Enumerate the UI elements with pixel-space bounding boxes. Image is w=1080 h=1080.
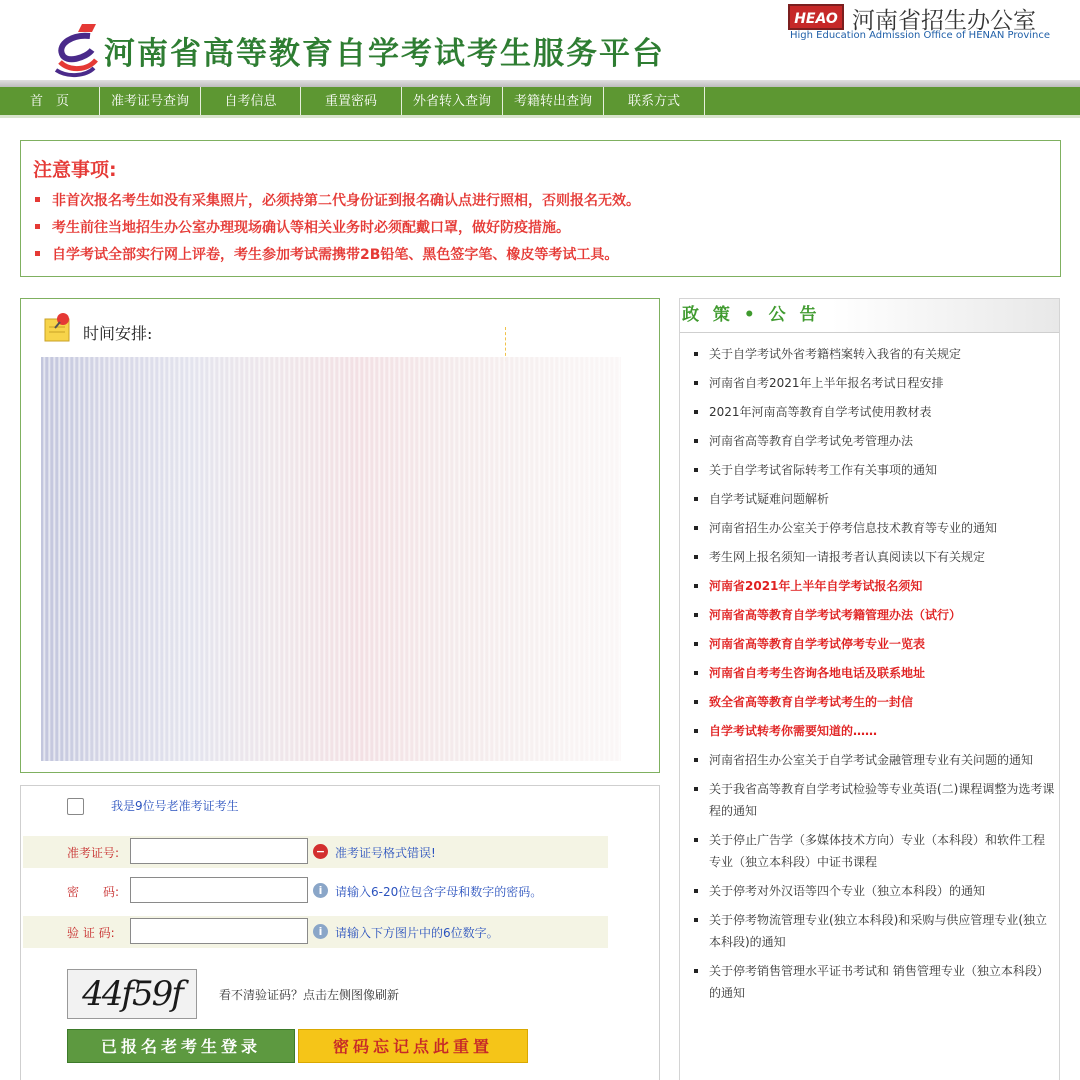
policy-list — [680, 343, 1061, 1011]
captcha-hint: 请输入下方图片中的6位数字。 — [335, 926, 499, 940]
policy-link[interactable]: 河南省2021年上半年自学考试报名须知 — [680, 575, 1061, 597]
old-card-checkbox[interactable] — [67, 798, 84, 815]
notice-text: 非首次报名考生如没有采集照片，必须持第二代身份证到报名确认点进行照相，否则报名无效。 — [52, 193, 640, 209]
policy-link[interactable]: 关于我省高等教育自学考试检验等专业英语(二)课程调整为选考课程的通知 — [680, 778, 1061, 822]
policy-link[interactable]: 河南省高等教育自学考试停考专业一览表 — [680, 633, 1061, 655]
header-divider — [0, 80, 1080, 87]
policy-link[interactable]: 关于停考物流管理专业(独立本科段)和采购与供应管理专业(独立本科段)的通知 — [680, 909, 1061, 953]
policy-link[interactable]: 关于停考对外汉语等四个专业（独立本科段）的通知 — [680, 880, 1061, 902]
card-number-input[interactable] — [130, 838, 308, 864]
policy-link[interactable]: 河南省招生办公室关于停考信息技术教育等专业的通知 — [680, 517, 1061, 539]
nav-home[interactable]: 首 页 — [0, 87, 100, 115]
policy-link[interactable]: 关于自学考试外省考籍档案转入我省的有关规定 — [680, 343, 1061, 365]
card-number-label: 准考证号: — [67, 846, 120, 860]
policy-link[interactable]: 2021年河南高等教育自学考试使用教材表 — [680, 401, 1061, 423]
error-icon: − — [313, 844, 328, 859]
bullet-icon — [35, 197, 40, 202]
schedule-image-blurred — [41, 357, 621, 761]
office-english-name: High Education Admission Office of HENAN Province — [790, 30, 1051, 41]
info-icon: i — [313, 883, 328, 898]
notice-text: 自学考试全部实行网上评卷，考生参加考试需携带2B铅笔、黑色签字笔、橡皮等考试工具。 — [52, 247, 619, 263]
policy-panel — [679, 298, 1060, 1080]
nav-reset-password[interactable]: 重置密码 — [301, 87, 402, 115]
policy-link[interactable]: 河南省自考考生咨询各地电话及联系地址 — [680, 662, 1061, 684]
decorative-guide-line — [505, 327, 506, 361]
policy-link[interactable]: 自学考试疑难问题解析 — [680, 488, 1061, 510]
notice-text: 考生前往当地招生办公室办理现场确认等相关业务时必须配戴口罩，做好防疫措施。 — [52, 220, 570, 236]
site-header — [0, 0, 1080, 80]
nav-transfer-out-query[interactable]: 考籍转出查询 — [503, 87, 604, 115]
nav-contact[interactable]: 联系方式 — [604, 87, 705, 115]
office-logo-badge: HEAO — [788, 4, 844, 30]
policy-link[interactable]: 致全省高等教育自学考试考生的一封信 — [680, 691, 1061, 713]
policy-link[interactable]: 河南省招生办公室关于自学考试金融管理专业有关问题的通知 — [680, 749, 1061, 771]
password-input[interactable] — [130, 877, 308, 903]
bullet-icon — [35, 251, 40, 256]
policy-link[interactable]: 关于停止广告学（多媒体技术方向）专业（本科段）和软件工程专业（独立本科段）中证书课程 — [680, 829, 1061, 873]
info-icon: i — [313, 924, 328, 939]
policy-link[interactable]: 河南省自考2021年上半年报名考试日程安排 — [680, 372, 1061, 394]
policy-link[interactable]: 河南省高等教育自学考试考籍管理办法（试行） — [680, 604, 1061, 626]
exam-logo-icon — [52, 22, 102, 78]
reset-password-button[interactable]: 密码忘记点此重置 — [298, 1029, 528, 1063]
captcha-refresh-note: 看不清验证码？点击左侧图像刷新 — [219, 988, 400, 1002]
card-number-row — [23, 836, 608, 868]
policy-title: 政 策 • 公 告 — [680, 299, 1059, 333]
login-button[interactable]: 已报名老考生登录 — [67, 1029, 295, 1063]
policy-link[interactable]: 河南省高等教育自学考试免考管理办法 — [680, 430, 1061, 452]
password-hint: 请输入6-20位包含字母和数字的密码。 — [335, 885, 543, 899]
bullet-icon — [35, 224, 40, 229]
password-row — [23, 875, 608, 907]
old-card-checkbox-label[interactable]: 我是9位号老准考证考生 — [111, 799, 239, 813]
captcha-row — [23, 916, 608, 948]
login-panel — [20, 785, 660, 1080]
notice-title: 注意事项: — [33, 159, 117, 181]
notice-line — [33, 215, 1048, 242]
notice-box — [20, 140, 1061, 277]
captcha-input[interactable] — [130, 918, 308, 944]
captcha-image[interactable]: 44f59f — [67, 969, 197, 1019]
notice-line — [33, 242, 1048, 269]
policy-link[interactable]: 考生网上报名须知一请报考者认真阅读以下有关规定 — [680, 546, 1061, 568]
nav-transfer-in-query[interactable]: 外省转入查询 — [402, 87, 503, 115]
policy-link[interactable]: 关于停考销售管理水平证书考试和 销售管理专业（独立本科段）的通知 — [680, 960, 1061, 1004]
pushpin-note-icon — [43, 311, 75, 343]
nav-exam-info[interactable]: 自考信息 — [201, 87, 301, 115]
site-title: 河南省高等教育自学考试考生服务平台 — [104, 36, 665, 72]
notice-line — [33, 188, 1048, 215]
office-name: 河南省招生办公室 — [852, 8, 1036, 34]
main-nav — [0, 87, 1080, 118]
nav-card-number-query[interactable]: 准考证号查询 — [100, 87, 201, 115]
policy-link[interactable]: 自学考试转考你需要知道的…… — [680, 720, 1061, 742]
schedule-title: 时间安排: — [83, 324, 153, 343]
policy-link[interactable]: 关于自学考试省际转考工作有关事项的通知 — [680, 459, 1061, 481]
schedule-panel — [20, 298, 660, 773]
card-number-hint: 准考证号格式错误! — [335, 846, 436, 860]
password-label: 密 码: — [67, 885, 120, 899]
captcha-label: 验 证 码: — [67, 926, 115, 940]
